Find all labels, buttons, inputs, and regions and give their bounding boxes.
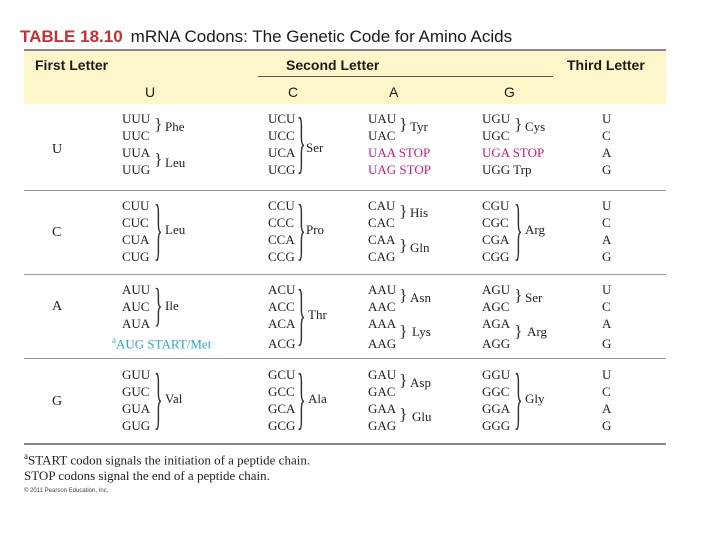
codon: GGG [482, 418, 511, 433]
brace: } [297, 191, 306, 267]
codon: GCA [268, 401, 296, 416]
codon: CAU [368, 198, 396, 213]
brace: } [399, 321, 408, 341]
codon: CGG [482, 249, 510, 264]
first-letter-g: G [52, 394, 63, 409]
codon: CCU [268, 198, 295, 213]
amino-acid: Thr [308, 307, 327, 322]
amino-acid: Ile [165, 298, 179, 313]
brace: } [399, 201, 408, 221]
footnote-text: START codon signals the initiation of a peptide chain. [28, 452, 311, 468]
codon-cell [122, 366, 150, 434]
table-number: TABLE 18.10 [20, 27, 123, 46]
brace: } [297, 276, 306, 352]
amino-acid: Leu [165, 155, 186, 170]
codon: GAC [368, 384, 396, 399]
amino-acid: Val [165, 391, 183, 406]
third-letter: A [602, 232, 612, 247]
codon: AAA [368, 316, 397, 331]
brace: } [154, 149, 163, 169]
brace: } [514, 285, 523, 305]
codon: CAC [368, 215, 395, 230]
codon-cell [368, 197, 395, 265]
amino-acid: Phe [165, 119, 185, 134]
stop-codon: UAA STOP [368, 145, 431, 160]
codon: UUA [122, 145, 151, 160]
amino-acid: Gln [410, 240, 430, 255]
codon: AUC [122, 299, 150, 314]
brace: } [154, 279, 163, 331]
col-header-g: G [504, 84, 515, 100]
codon: GUC [122, 384, 150, 399]
amino-acid: Ala [308, 391, 327, 406]
brace: } [297, 104, 306, 180]
col-header-c: C [288, 84, 299, 100]
table-title [20, 27, 512, 47]
third-letter: A [602, 145, 612, 160]
third-letter-header: Third Letter [567, 57, 645, 73]
codon: CUG [122, 249, 150, 264]
codon: GUG [122, 418, 151, 433]
third-letter: G [602, 162, 612, 177]
codon-cell [482, 366, 510, 434]
codon: GGU [482, 367, 511, 382]
brace: } [399, 235, 408, 255]
codon: AAC [368, 299, 396, 314]
codon: CUC [122, 215, 149, 230]
row-divider [24, 358, 666, 359]
codon: GCG [268, 418, 296, 433]
codon: ACU [268, 282, 296, 297]
codon-cell [482, 197, 509, 265]
amino-acid: Tyr [410, 119, 428, 134]
col-header-a: A [389, 84, 399, 100]
codon: CCA [268, 232, 295, 247]
codon: AAG [368, 336, 397, 351]
row-divider [24, 190, 666, 191]
codon: AUU [122, 282, 151, 297]
brace: } [297, 360, 306, 436]
first-letter-header: First Letter [35, 57, 109, 73]
codon-cell [368, 366, 396, 434]
codon: AGA [482, 316, 511, 331]
codon: UGC [482, 128, 510, 143]
codon: UGU [482, 111, 511, 126]
codon: UUC [122, 128, 150, 143]
copyright: © 2011 Pearson Education, Inc. [24, 488, 109, 494]
codon: AGU [482, 282, 511, 297]
amino-acid: Cys [525, 119, 546, 134]
brace: } [154, 191, 163, 267]
codon-cell [122, 281, 150, 332]
codon: CCC [268, 215, 295, 230]
codon: CGA [482, 232, 510, 247]
codon: ACG [268, 336, 296, 351]
third-letter: G [602, 418, 612, 433]
third-letter: A [602, 316, 612, 331]
codon: GGC [482, 384, 510, 399]
codon: UUG [122, 162, 151, 177]
codon: GAA [368, 401, 397, 416]
codon: GCU [268, 367, 296, 382]
third-letter: C [602, 128, 611, 143]
third-letter: A [602, 401, 612, 416]
codon: CGC [482, 215, 509, 230]
brace: } [399, 404, 408, 424]
third-letter-cell [602, 281, 611, 352]
amino-acid: Ser [306, 140, 324, 155]
third-letter: U [602, 111, 612, 126]
brace: } [514, 360, 523, 436]
codon: AGC [482, 299, 510, 314]
codon: CAA [368, 232, 396, 247]
brace: } [399, 114, 408, 134]
codon: GUU [122, 367, 151, 382]
codon: GAU [368, 367, 397, 382]
codon-cell [268, 197, 295, 265]
codon: UCC [268, 128, 295, 143]
codon: CUU [122, 198, 150, 213]
col-header-u: U [145, 84, 156, 100]
amino-acid: Asp [410, 375, 431, 390]
brace: } [154, 360, 163, 436]
codon: GCC [268, 384, 295, 399]
codon: GUA [122, 401, 151, 416]
codon: UUU [122, 111, 151, 126]
stop-codon: UAG STOP [368, 162, 431, 177]
second-letter-header: Second Letter [286, 57, 380, 73]
amino-acid: Leu [165, 222, 186, 237]
brace: } [514, 321, 523, 341]
codon: ACC [268, 299, 295, 314]
third-letter-cell [602, 197, 611, 265]
stop-codon: UGA STOP [482, 145, 545, 160]
third-letter: U [602, 367, 612, 382]
amino-acid: Asn [410, 290, 431, 305]
start-codon [112, 332, 211, 352]
codon: GAG [368, 418, 397, 433]
footnote-stop: STOP codons signal the end of a peptide chain. [24, 468, 270, 483]
codon-cell [122, 197, 149, 265]
codon-cell [368, 281, 396, 352]
brace: } [154, 114, 163, 134]
first-letter-c: C [52, 225, 62, 240]
codon: GGA [482, 401, 511, 416]
second-letter-rule [258, 76, 553, 77]
bottom-rule [24, 443, 666, 445]
table-caption: mRNA Codons: The Genetic Code for Amino Acids [130, 27, 513, 46]
codon: CCG [268, 249, 295, 264]
first-letter-a: A [52, 299, 63, 314]
codon: UCU [268, 111, 296, 126]
amino-acid: Arg [525, 222, 545, 237]
codon: UGG Trp [482, 162, 532, 177]
third-letter: C [602, 299, 611, 314]
third-letter: U [602, 282, 612, 297]
amino-acid: Gly [525, 391, 545, 406]
third-letter: U [602, 198, 612, 213]
brace: } [514, 114, 523, 134]
footnote-mark: a [24, 451, 28, 461]
third-letter-cell [602, 110, 611, 178]
codon-cell [268, 366, 295, 434]
codon-cell [268, 110, 295, 178]
amino-acid: Arg [527, 324, 547, 339]
codon-cell [268, 281, 295, 352]
amino-acid: Lys [412, 324, 431, 339]
amino-acid: Glu [412, 409, 432, 424]
codon: UCA [268, 145, 296, 160]
codon: UCG [268, 162, 296, 177]
codon-cell [482, 281, 510, 352]
brace: } [399, 285, 408, 305]
brace: } [514, 191, 523, 267]
third-letter: C [602, 215, 611, 230]
first-letter-u: U [52, 142, 63, 157]
codon: CAG [368, 249, 396, 264]
codon: AUA [122, 316, 151, 331]
footnote-mark: a [112, 335, 116, 345]
codon-cell [122, 110, 150, 178]
amino-acid: Pro [306, 222, 325, 237]
third-letter: G [602, 249, 612, 264]
footnote-start [24, 451, 310, 468]
codon: CGU [482, 198, 510, 213]
codon: UAU [368, 111, 397, 126]
codon: ACA [268, 316, 296, 331]
codon: CUA [122, 232, 150, 247]
brace: } [399, 370, 408, 390]
codon: AUG START/Met [116, 336, 212, 352]
amino-acid: Ser [525, 290, 543, 305]
amino-acid: His [410, 205, 429, 220]
row-divider [24, 274, 666, 275]
third-letter: G [602, 336, 612, 351]
codon: UAC [368, 128, 396, 143]
third-letter-cell [602, 366, 611, 434]
codon: AAU [368, 282, 397, 297]
codon: AGG [482, 336, 511, 351]
third-letter: C [602, 384, 611, 399]
